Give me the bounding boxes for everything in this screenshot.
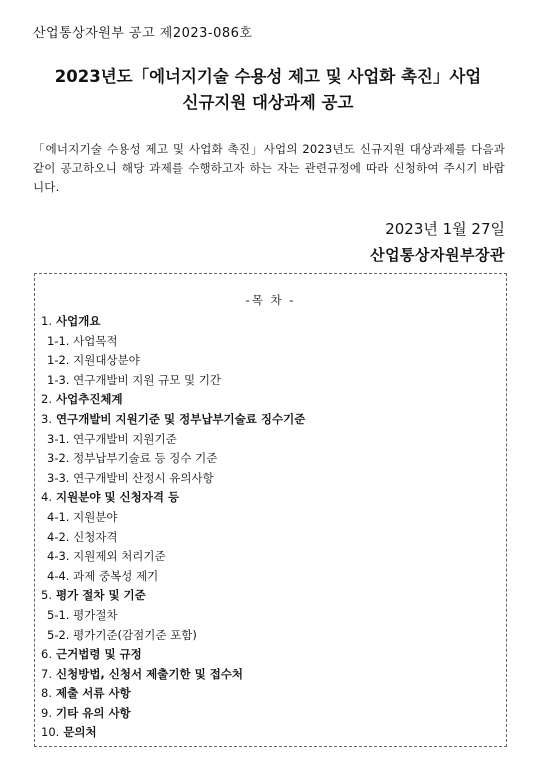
toc-item-label: 사업개요 (56, 314, 101, 328)
toc-item-number: 1. (41, 314, 52, 328)
toc-item-number: 10. (41, 725, 60, 740)
toc-subsection-item (41, 351, 305, 371)
toc-item-number: 4-1. (47, 509, 70, 524)
toc-section-item (41, 704, 305, 724)
toc-heading: -목 차 - (245, 293, 296, 307)
toc-item-number: 4. (41, 490, 52, 505)
toc-subsection-item (41, 469, 305, 489)
toc-item-label: 신청자격 (73, 529, 118, 544)
announcement-title-line2: 신규지원 대상과제 공고 (182, 93, 354, 112)
toc-item-number: 5-1. (47, 607, 70, 622)
toc-item-number: 4-3. (47, 549, 70, 564)
toc-item-label: 연구개발비 지원기준 (73, 431, 177, 446)
toc-item-label: 연구개발비 산정시 유의사항 (73, 470, 214, 485)
toc-section-item (41, 410, 305, 430)
toc-subsection-item (41, 567, 305, 587)
toc-section-item (41, 684, 305, 704)
toc-item-label: 근거법령 및 규정 (56, 647, 142, 662)
toc-section-item (41, 723, 305, 743)
toc-subsection-item (41, 508, 305, 528)
toc-item-number: 7. (41, 666, 52, 681)
toc-item-label: 평가기준(감점기준 포함) (73, 627, 197, 642)
table-of-contents (34, 273, 507, 747)
toc-section-item (41, 665, 305, 685)
toc-item-label: 연구개발비 지원기준 및 정부납부기술료 징수기준 (56, 411, 306, 426)
toc-item-number: 1-2. (47, 353, 70, 368)
toc-item-number: 3-2. (47, 451, 70, 466)
issuer-name: 산업통상자원부장관 (370, 246, 505, 264)
toc-subsection-item (41, 332, 305, 352)
toc-subsection-item (41, 371, 305, 391)
notice-number: 산업통상자원부 공고 제2023-086호 (33, 26, 253, 41)
toc-section-item (41, 488, 305, 508)
announcement-body: 「에너지기술 수용성 제고 및 사업화 촉진」사업의 2023년도 신규지원 대상과제를 다음과 같이 공고하오니 해당 과제를 수행하고자 하는 자는 관련규정에 따라 신청하여 주시기 바랍니다. (33, 142, 505, 194)
toc-item-number: 8. (41, 686, 52, 701)
toc-subsection-item (41, 547, 305, 567)
toc-section-item (41, 645, 305, 665)
toc-item-label: 신청방법, 신청서 제출기한 및 접수처 (56, 666, 244, 681)
toc-section-item (41, 586, 305, 606)
toc-item-label: 지원제외 처리기준 (73, 549, 166, 564)
toc-item-label: 기타 유의 사항 (56, 705, 131, 720)
toc-subsection-item (41, 606, 305, 626)
toc-item-number: 1-3. (47, 372, 70, 387)
toc-item-label: 연구개발비 지원 규모 및 기간 (73, 372, 222, 387)
toc-item-number: 5-2. (47, 627, 70, 642)
toc-item-number: 3. (41, 411, 52, 426)
toc-item-number: 5. (41, 588, 52, 603)
toc-subsection-item (41, 528, 305, 548)
toc-item-label: 사업목적 (73, 333, 118, 348)
toc-item-label: 정부납부기술료 등 징수 기준 (73, 451, 218, 466)
toc-item-label: 지원분야 및 신청자격 등 (56, 490, 180, 505)
toc-section-item (41, 390, 305, 410)
toc-item-label: 지원대상분야 (73, 353, 140, 368)
toc-item-number: 3-1. (47, 431, 70, 446)
toc-list (41, 312, 305, 743)
toc-item-label: 문의처 (63, 725, 97, 740)
toc-item-number: 9. (41, 705, 52, 720)
toc-subsection-item (41, 449, 305, 469)
toc-subsection-item (41, 430, 305, 450)
toc-item-label: 과제 중복성 제기 (73, 568, 159, 583)
toc-item-number: 6. (41, 647, 52, 662)
toc-item-number: 4-4. (47, 568, 70, 583)
toc-item-label: 제출 서류 사항 (56, 686, 131, 701)
announcement-title-line1: 2023년도「에너지기술 수용성 제고 및 사업화 촉진」사업 (54, 67, 482, 86)
toc-item-number: 4-2. (47, 529, 70, 544)
toc-item-number: 3-3. (47, 470, 70, 485)
toc-subsection-item (41, 626, 305, 646)
toc-item-label: 지원분야 (73, 509, 118, 524)
toc-item-number: 2. (41, 392, 52, 407)
announcement-date: 2023년 1월 27일 (385, 220, 505, 238)
toc-section-item (41, 312, 305, 332)
toc-item-number: 1-1. (47, 333, 70, 348)
toc-item-label: 평가절차 (73, 607, 118, 622)
toc-item-label: 사업추진체계 (56, 392, 123, 407)
toc-item-label: 평가 절차 및 기준 (56, 588, 146, 603)
